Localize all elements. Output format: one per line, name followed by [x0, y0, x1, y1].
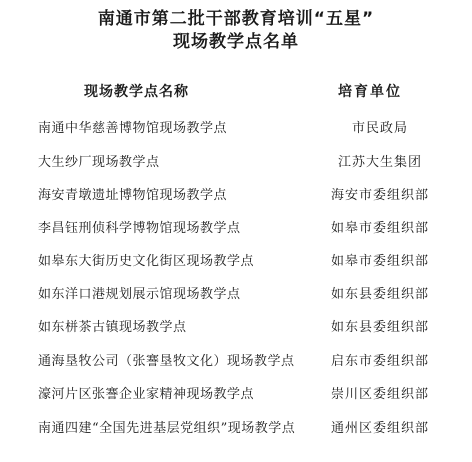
table-row	[0, 154, 472, 172]
cell-site-name: 南通中华慈善博物馆现场教学点	[38, 121, 228, 136]
cell-site-name: 海安青墩遗址博物馆现场教学点	[38, 188, 228, 203]
cell-site-name: 通海垦牧公司（张謇垦牧文化）现场教学点	[38, 354, 295, 369]
title-line-2: 现场教学点名单	[173, 32, 299, 52]
cell-unit: 通州区委组织部	[330, 421, 429, 436]
cell-site-name: 如东洋口港规划展示馆现场教学点	[38, 287, 241, 302]
table-row	[0, 420, 472, 438]
column-header-name: 现场教学点名称	[84, 84, 189, 100]
table-row	[0, 353, 472, 371]
cell-unit: 江苏大生集团	[337, 155, 422, 170]
cell-unit: 如东县委组织部	[330, 320, 429, 335]
cell-unit: 崇川区委组织部	[330, 387, 429, 402]
cell-site-name: 李昌钰刑侦科学博物馆现场教学点	[38, 221, 241, 236]
table-row	[0, 120, 472, 138]
table-row	[0, 220, 472, 238]
cell-unit: 如东县委组织部	[330, 287, 429, 302]
cell-unit: 海安市委组织部	[330, 188, 429, 203]
column-header-unit: 培育单位	[338, 84, 402, 100]
table-row	[0, 187, 472, 205]
cell-site-name: 如东栟茶古镇现场教学点	[38, 320, 187, 335]
table-row	[0, 253, 472, 271]
cell-unit: 市民政局	[351, 121, 408, 136]
cell-site-name: 南通四建“全国先进基层党组织”现场教学点	[38, 421, 296, 436]
table-row	[0, 319, 472, 337]
title-line-1: 南通市第二批干部教育培训“五星”	[97, 9, 375, 29]
table-row	[0, 386, 472, 404]
cell-site-name: 大生纱厂现场教学点	[38, 155, 160, 170]
cell-site-name: 濠河片区张謇企业家精神现场教学点	[38, 387, 255, 402]
cell-unit: 启东市委组织部	[330, 354, 429, 369]
cell-unit: 如皋市委组织部	[330, 221, 429, 236]
cell-unit: 如皋市委组织部	[330, 254, 429, 269]
table-row	[0, 286, 472, 304]
cell-site-name: 如皋东大街历史文化街区现场教学点	[38, 254, 255, 269]
